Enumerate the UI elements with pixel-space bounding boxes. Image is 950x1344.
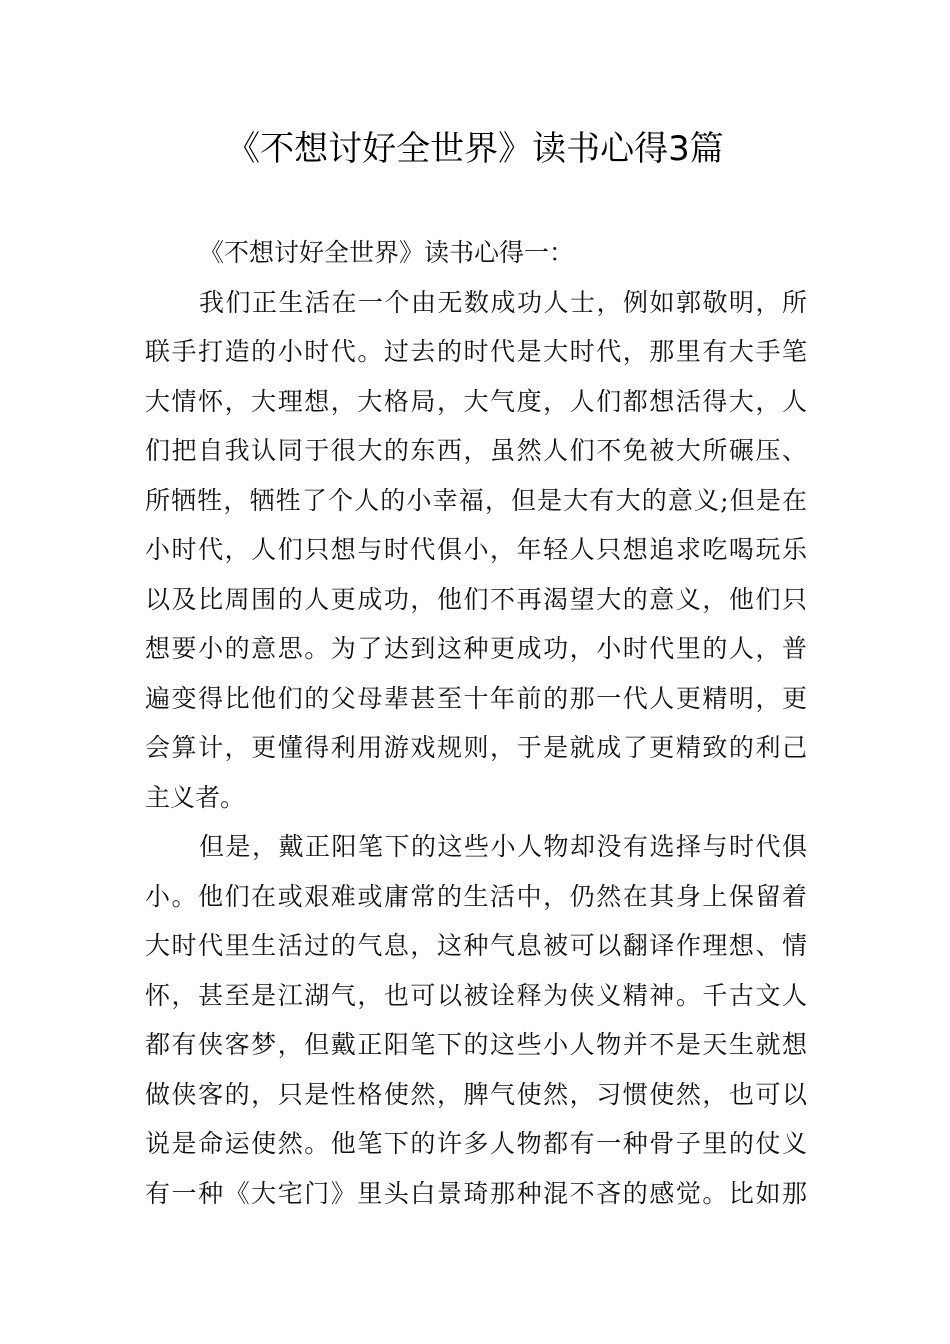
- paragraph-line: 们把自我认同于很大的东西，虽然人们不免被大所碾压、: [145, 436, 807, 465]
- paragraph-line: 怀，甚至是江湖气，也可以被诠释为侠义精神。千古文人: [145, 980, 807, 1010]
- document-title: 《不想讨好全世界》读书心得3篇: [226, 129, 724, 169]
- document-body: [145, 228, 807, 1218]
- paragraph-line: 所牺牲，牺牲了个人的小幸福，但是大有大的意义;但是在: [145, 485, 807, 515]
- paragraph-line: 都有侠客梦，但戴正阳笔下的这些小人物并不是天生就想: [145, 1030, 807, 1059]
- paragraph-line: 但是，戴正阳笔下的这些小人物却没有选择与时代俱: [199, 832, 807, 861]
- paragraph-line: 想要小的意思。为了达到这种更成功，小时代里的人，普: [145, 634, 807, 663]
- paragraph-line: 小。他们在或艰难或庸常的生活中，仍然在其身上保留着: [145, 881, 807, 911]
- paragraph-line: 大情怀，大理想，大格局，大气度，人们都想活得大，人: [145, 386, 807, 416]
- paragraph-line: 说是命运使然。他笔下的许多人物都有一种骨子里的仗义: [145, 1129, 807, 1158]
- paragraph-line: 做侠客的，只是性格使然，脾气使然，习惯使然，也可以: [145, 1079, 807, 1109]
- paragraph-line: 小时代，人们只想与时代俱小，年轻人只想追求吃喝玩乐: [145, 535, 807, 564]
- paragraph-line: 联手打造的小时代。过去的时代是大时代，那里有大手笔: [145, 337, 807, 366]
- paragraph-line: 大时代里生活过的气息，这种气息被可以翻译作理想、情: [145, 931, 807, 960]
- paragraph-line: 我们正生活在一个由无数成功人士，例如郭敬明，所: [199, 287, 807, 317]
- section-heading: 《不想讨好全世界》读书心得一：: [199, 238, 575, 267]
- paragraph-line: 有一种《大宅门》里头白景琦那种混不吝的感觉。比如那: [145, 1178, 807, 1208]
- paragraph-2: [145, 822, 807, 1218]
- paragraph-line: 主义者。: [145, 782, 246, 812]
- paragraph-line: 以及比周围的人更成功，他们不再渴望大的意义，他们只: [145, 584, 807, 614]
- paragraph-line: 遍变得比他们的父母辈甚至十年前的那一代人更精明，更: [145, 683, 807, 713]
- paragraph-1: [145, 278, 807, 823]
- paragraph-line: 会算计，更懂得利用游戏规则，于是就成了更精致的利己: [145, 733, 807, 762]
